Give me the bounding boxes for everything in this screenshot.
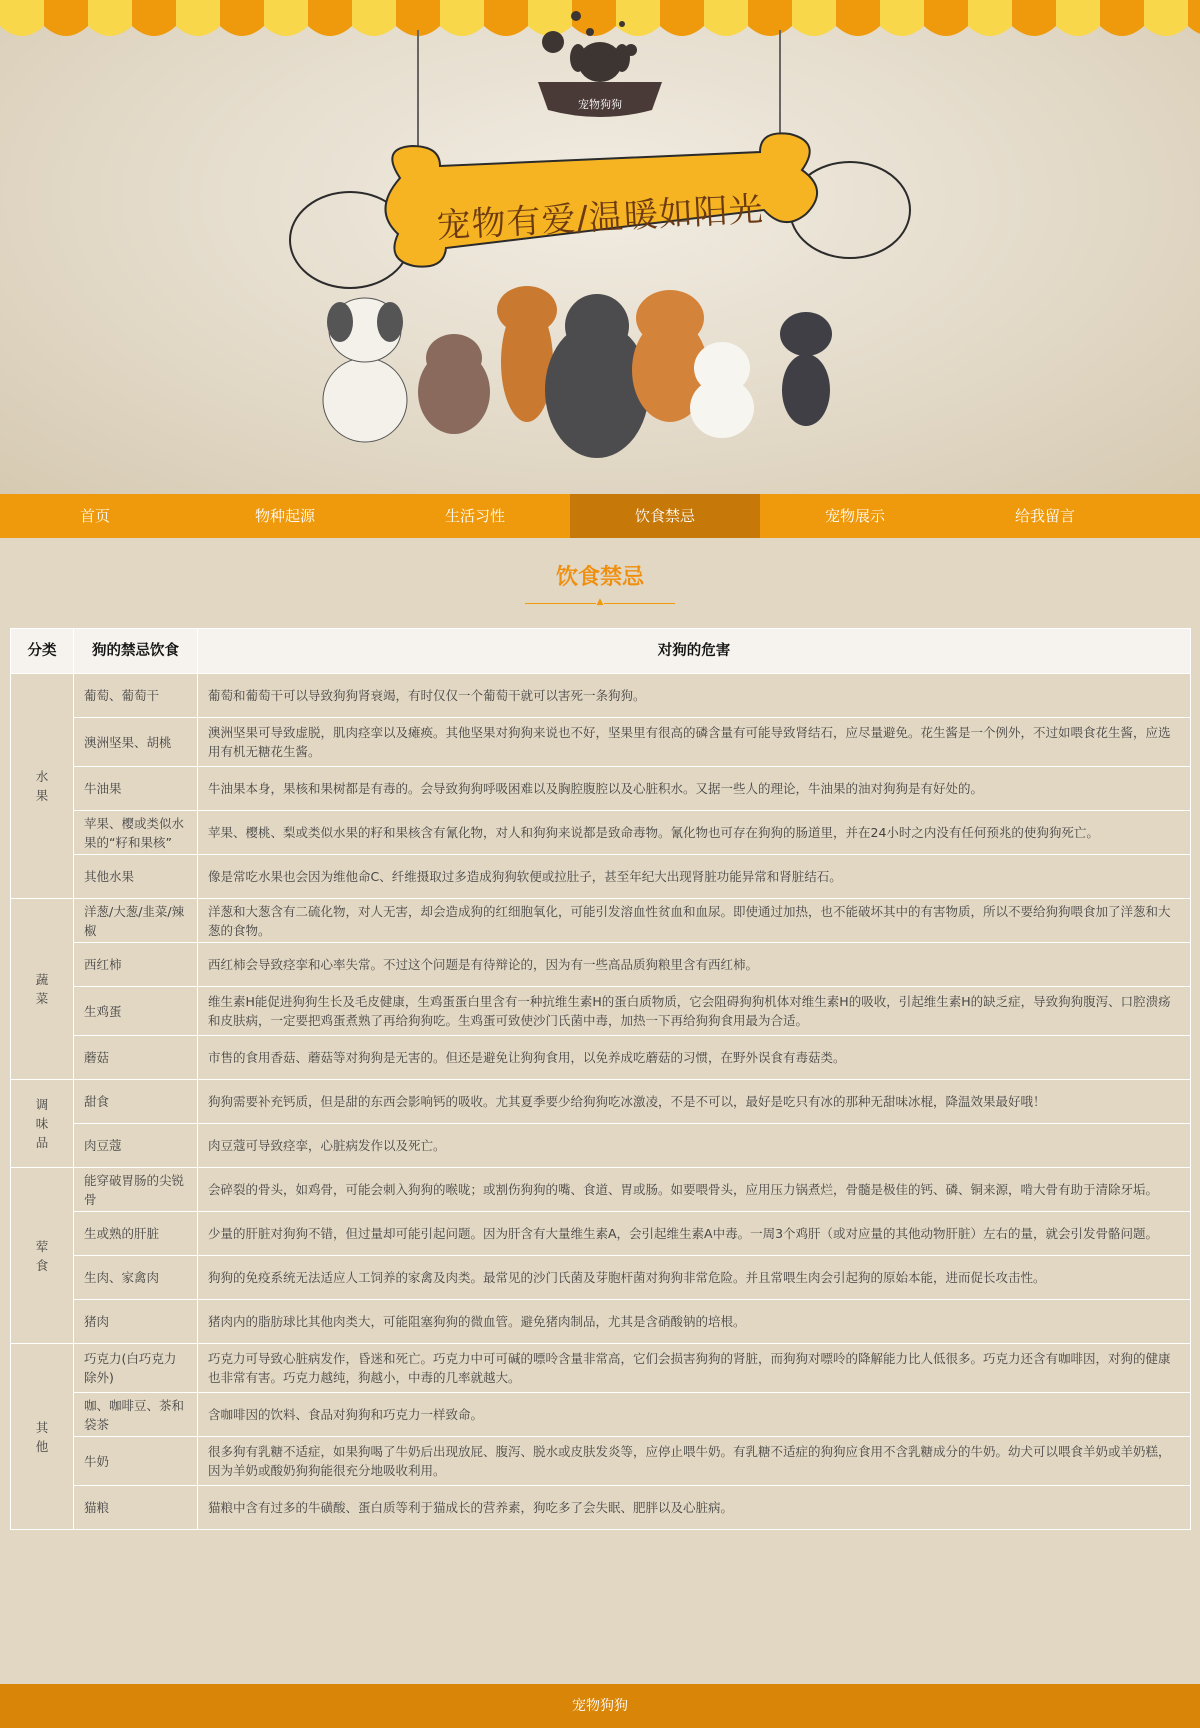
food-taboo-table-wrap [10,628,1190,1530]
food-cell: 生鸡蛋 [74,987,198,1036]
table-row [11,674,1191,718]
main-nav [0,494,1200,538]
title-ornament-icon: ▲ [596,597,604,607]
harm-cell: 含咖啡因的饮料、食品对狗狗和巧克力一样致命。 [198,1393,1191,1437]
harm-cell: 洋葱和大葱含有二硫化物，对人无害，却会造成狗的红细胞氧化，可能引发溶血性贫血和血尿。即使通过加热，也不能破坏其中的有害物质，所以不要给狗狗喂食加了洋葱和大葱的食物。 [198,899,1191,943]
harm-cell: 猪肉内的脂肪球比其他肉类大，可能阻塞狗狗的微血管。避免猪肉制品，尤其是含硝酸钠的培根。 [198,1300,1191,1344]
food-cell: 葡萄、葡萄干 [74,674,198,718]
category-cell: 荤 食 [11,1168,74,1344]
harm-cell: 狗狗的免疫系统无法适应人工饲养的家禽及肉类。最常见的沙门氏菌及芽胞杆菌对狗狗非常危险。并且常喂生肉会引起狗的原始本能，进而促长攻击性。 [198,1256,1191,1300]
table-row [11,767,1191,811]
harm-cell: 很多狗有乳糖不适症，如果狗喝了牛奶后出现放屁、腹泻、脱水或皮肤发炎等，应停止喂牛奶。有乳糖不适症的狗狗应食用不含乳糖成分的牛奶。幼犬可以喂食羊奶或羊奶糕，因为羊奶或酸奶狗狗能很充分地吸收利用。 [198,1437,1191,1486]
food-cell: 牛油果 [74,767,198,811]
harm-cell: 澳洲坚果可导致虚脱，肌肉痉挛以及瘫痪。其他坚果对狗狗来说也不好，坚果里有很高的磷含量有可能导致肾结石，应尽量避免。花生酱是一个例外，不过如喂食花生酱，应选用有机无糖花生酱。 [198,718,1191,767]
table-row [11,1344,1191,1393]
food-cell: 苹果、樱或类似水果的“籽和果核” [74,811,198,855]
food-cell: 咖、咖啡豆、茶和袋茶 [74,1393,198,1437]
table-row [11,1486,1191,1530]
food-cell: 肉豆蔻 [74,1124,198,1168]
harm-cell: 会碎裂的骨头，如鸡骨，可能会刺入狗狗的喉咙；或割伤狗狗的嘴、食道、胃或肠。如要喂骨头，应用压力锅煮烂，骨髓是极佳的钙、磷、铜来源，啃大骨有助于清除牙垢。 [198,1168,1191,1212]
food-cell: 西红柿 [74,943,198,987]
harm-cell: 猫粮中含有过多的牛磺酸、蛋白质等利于猫成长的营养素，狗吃多了会失眠、肥胖以及心脏病。 [198,1486,1191,1530]
table-row [11,1036,1191,1080]
table-row [11,1168,1191,1212]
header-food: 狗的禁忌饮食 [74,629,198,674]
harm-cell: 苹果、樱桃、梨或类似水果的籽和果核含有氰化物，对人和狗狗来说都是致命毒物。氰化物也可存在狗狗的肠道里，并在24小时之内没有任何预兆的使狗狗死亡。 [198,811,1191,855]
nav-item-3[interactable]: 饮食禁忌 [570,494,760,538]
table-row [11,718,1191,767]
table-row [11,1393,1191,1437]
table-row [11,811,1191,855]
banner-illustration [0,0,1200,494]
table-row [11,1437,1191,1486]
food-cell: 蘑菇 [74,1036,198,1080]
nav-item-2[interactable]: 生活习性 [444,507,505,525]
table-row [11,855,1191,899]
category-cell: 蔬 菜 [11,899,74,1080]
page-title: 饮食禁忌 [555,565,644,590]
food-cell: 其他水果 [74,855,198,899]
banner-slogan: 宠物有爱/温暖如阳光 [435,189,765,247]
food-cell: 甜食 [74,1080,198,1124]
table-row [11,987,1191,1036]
nav-item-0[interactable]: 首页 [79,507,110,525]
nav-item-1[interactable]: 物种起源 [254,507,315,525]
food-cell: 生肉、家禽肉 [74,1256,198,1300]
harm-cell: 西红柿会导致痉挛和心率失常。不过这个问题是有待辩论的，因为有一些高品质狗粮里含有西红柿。 [198,943,1191,987]
table-row [11,899,1191,943]
category-cell: 调 味 品 [11,1080,74,1168]
harm-cell: 巧克力可导致心脏病发作，昏迷和死亡。巧克力中可可碱的嘌呤含量非常高，它们会损害狗狗的肾脏，而狗狗对嘌呤的降解能力比人低很多。巧克力还含有咖啡因，对狗的健康也非常有害。巧克力越纯，狗越小，中毒的几率就越大。 [198,1344,1191,1393]
nav-item-4[interactable]: 宠物展示 [824,507,885,525]
footer: 宠物狗狗 [0,1684,1200,1728]
food-cell: 牛奶 [74,1437,198,1486]
food-cell: 洋葱/大葱/韭菜/辣椒 [74,899,198,943]
logo-text: 宠物狗狗 [578,98,622,111]
food-cell: 生或熟的肝脏 [74,1212,198,1256]
table-row [11,943,1191,987]
food-cell: 猫粮 [74,1486,198,1530]
table-row [11,1256,1191,1300]
banner [0,0,1200,494]
harm-cell: 少量的肝脏对狗狗不错，但过量却可能引起问题。因为肝含有大量维生素A，会引起维生素A中毒。一周3个鸡肝（或对应量的其他动物肝脏）左右的量，就会引发骨骼问题。 [198,1212,1191,1256]
harm-cell: 肉豆蔻可导致痉挛，心脏病发作以及死亡。 [198,1124,1191,1168]
food-cell: 巧克力(白巧克力除外) [74,1344,198,1393]
harm-cell: 维生素H能促进狗狗生长及毛皮健康，生鸡蛋蛋白里含有一种抗维生素H的蛋白质物质，它会阻碍狗狗机体对维生素H的吸收，引起维生素H的缺乏症，导致狗狗腹泻、口腔溃疡和皮肤病，一定要把鸡蛋煮熟了再给狗狗吃。生鸡蛋可致使沙门氏菌中毒，加热一下再给狗狗食用最为合适。 [198,987,1191,1036]
harm-cell: 像是常吃水果也会因为维他命C、纤维摄取过多造成狗狗软便或拉肚子，甚至年纪大出现肾脏功能异常和肾脏结石。 [198,855,1191,899]
harm-cell: 葡萄和葡萄干可以导致狗狗肾衰竭，有时仅仅一个葡萄干就可以害死一条狗狗。 [198,674,1191,718]
nav-item-5[interactable]: 给我留言 [1014,507,1075,525]
header-harm: 对狗的危害 [198,629,1191,674]
table-row [11,1080,1191,1124]
category-cell: 其 他 [11,1344,74,1530]
table-row [11,1212,1191,1256]
food-cell: 能穿破胃肠的尖锐骨 [74,1168,198,1212]
header-category: 分类 [11,629,74,674]
food-cell: 澳洲坚果、胡桃 [74,718,198,767]
category-cell: 水 果 [11,674,74,899]
table-row [11,1124,1191,1168]
harm-cell: 牛油果本身，果核和果树都是有毒的。会导致狗狗呼吸困难以及胸腔腹腔以及心脏积水。又据一些人的理论，牛油果的油对狗狗是有好处的。 [198,767,1191,811]
harm-cell: 狗狗需要补充钙质，但是甜的东西会影响钙的吸收。尤其夏季要少给狗狗吃冰激凌，不是不可以，最好是吃只有冰的那种无甜味冰棍，降温效果最好哦！ [198,1080,1191,1124]
food-taboo-table [10,628,1191,1530]
food-cell: 猪肉 [74,1300,198,1344]
table-header-row [11,629,1191,674]
table-row [11,1300,1191,1344]
harm-cell: 市售的食用香菇、蘑菇等对狗狗是无害的。但还是避免让狗狗食用，以免养成吃蘑菇的习惯，在野外误食有毒菇类。 [198,1036,1191,1080]
